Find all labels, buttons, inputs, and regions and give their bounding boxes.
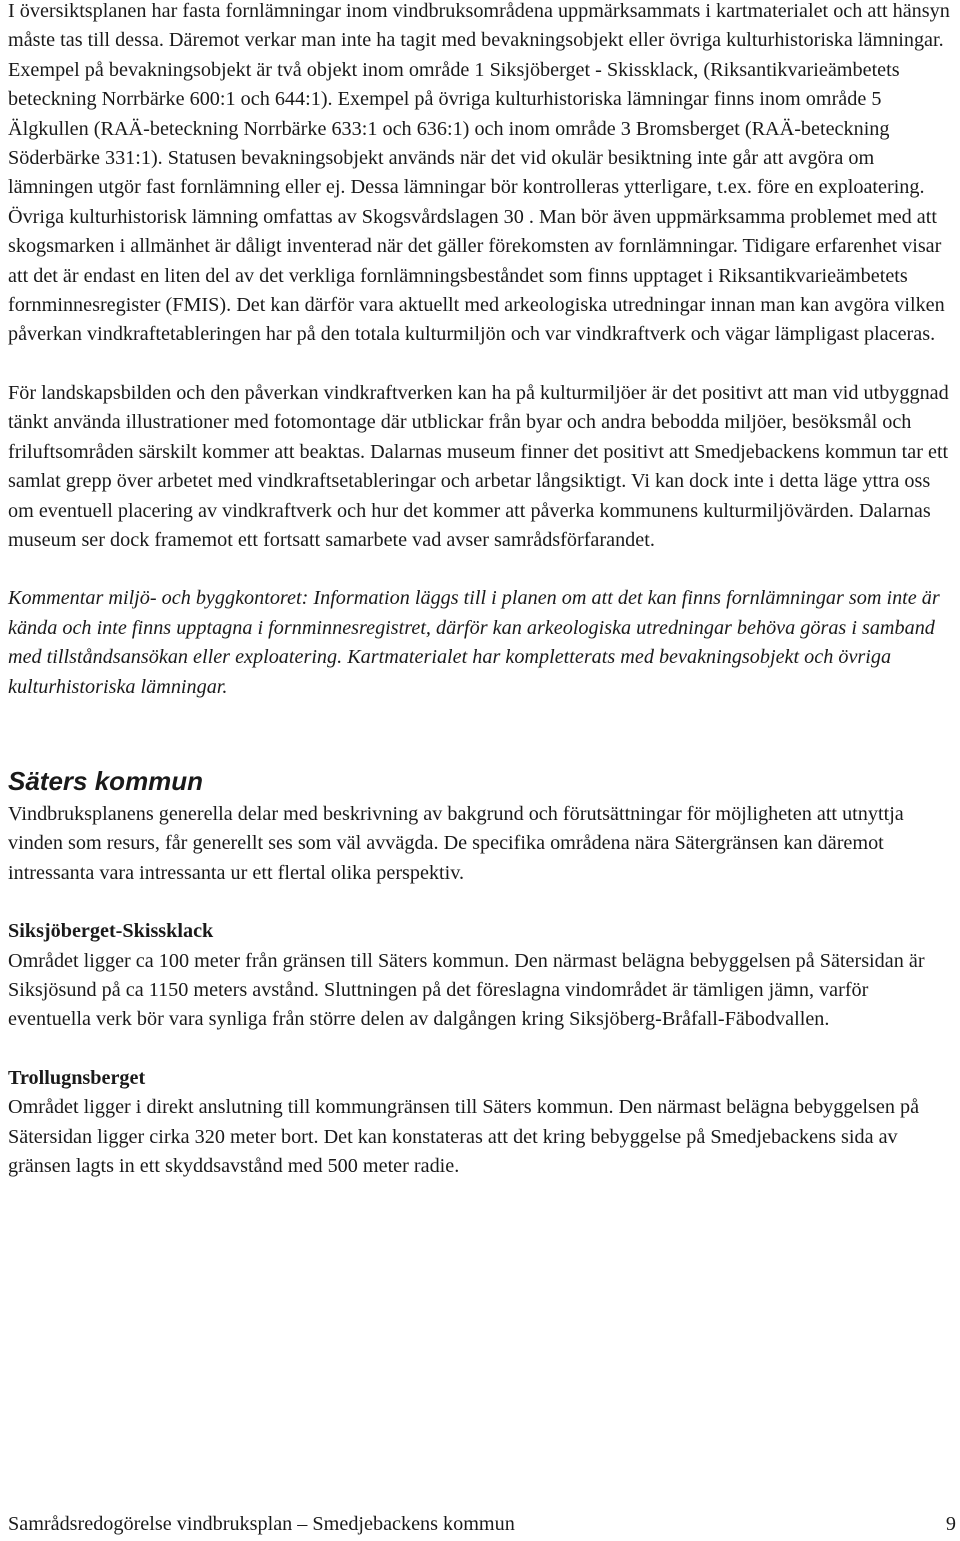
page-number: 9 bbox=[945, 1513, 956, 1535]
subsection-title-siksjoberget: Siksjöberget-Skissklack bbox=[8, 920, 214, 943]
subsection-text-trollugnsberget: Området ligger i direkt anslutning till kommungränsen till Säters kommun. Den närmast belägna bebyggelsen på Sätersidan ligger cirka 320 meter bort. Det kan konstateras att det kring bebyggelse på Smedjebackens sida av gränsen lagts in ett skyddsavstånd med 500 meter radie. bbox=[8, 1096, 920, 1177]
footer-title: Samrådsredogörelse vindbruksplan – Smedjebackens kommun bbox=[8, 1513, 515, 1535]
page-footer bbox=[8, 1510, 956, 1538]
subsection-title-trollugnsberget: Trollugnsberget bbox=[8, 1066, 146, 1089]
section-heading: Säters kommun bbox=[8, 765, 204, 796]
paragraph-landskapsbild: För landskapsbilden och den påverkan vindkraftverken kan ha på kulturmiljöer är det positivt att man vid utbyggnad tänkt använda illustrationer med fotomontage där utblickar från byar och andra bebodda miljöer, besöksmål och friluftsområden särskilt kommer att beaktas. Dalarnas museum finner det positivt att Smedjebackens kommun tar ett samlat grepp över arbetet med vindkraftsetableringar och arbetar långsiktigt. Vi kan dock inte i detta läge yttra oss om eventuell placering av vindkraftverk och hur det kommer att påverka kommunens kulturmiljövärden. Dalarnas museum ser dock framemot ett fortsatt samarbete vad avser samrådsförfarandet. bbox=[8, 381, 949, 551]
comment-paragraph: Kommentar miljö- och byggkontoret: Information läggs till i planen om att det kan finns fornlämningar som inte är kända och inte finns upptagna i fornminnesregistret, därför kan arkeologiska utredningar behöva göras i samband med tillståndsansökan eller exploatering. Kartmaterialet har kompletterats med bevakningsobjekt och övriga kulturhistoriska lämningar. bbox=[8, 587, 940, 698]
document-page bbox=[8, 0, 956, 1181]
subsection-text-siksjoberget: Området ligger ca 100 meter från gränsen till Säters kommun. Den närmast belägna bebyggelsen på Sätersidan är Siksjösund på ca 1150 meters avstånd. Sluttningen på det föreslagna vindområdet är tämligen jämn, varför eventuella verk bör vara synliga från större delen av dalgången kring Siksjöberg-Bråfall-Fäbodvallen. bbox=[8, 949, 925, 1031]
paragraph-fornlamningar: I översiktsplanen har fasta fornlämningar inom vindbruksområdena uppmärksammats i kartmaterialet och att hänsyn måste tas till dessa. Däremot verkar man inte ha tagit med bevakningsobjekt eller övriga kulturhistoriska lämningar. Exempel på bevakningsobjekt är två objekt inom område 1 Siksjöberget - Skissklack, (Riksantikvarieämbetets beteckning Norrbärke 600:1 och 644:1). Exempel på övriga kulturhistoriska lämningar finns inom område 5 Älgkullen (RAÄ-beteckning Norrbärke 633:1 och 636:1) och inom område 3 Bromsberget (RAÄ-beteckning Söderbärke 331:1). Statusen bevakningsobjekt används när det vid okulär besiktning inte går att avgöra om lämningen utgör fast fornlämning eller ej. Dessa lämningar bör kontrolleras ytterligare, t.ex. före en exploatering. Övriga kulturhistorisk lämning omfattas av Skogsvårdslagen 30 . Man bör även uppmärksamma problemet med att skogsmarken i allmänhet är dåligt inventerad när det gäller förekomsten av fornlämningar. Tidigare erfarenhet visar att det är endast en liten del av det verkliga fornlämningsbeståndet som finns upptaget i Riksantikvarieämbetets fornminnesregister (FMIS). Det kan därför vara aktuellt med arkeologiska utredningar innan man kan avgöra vilken påverkan vindkraftetableringen har på den totala kulturmiljön och var vindkraftverk och vägar lämpligast placeras. bbox=[8, 0, 950, 346]
section-intro: Vindbruksplanens generella delar med beskrivning av bakgrund och förutsättningar för möjligheten att utnyttja vinden som resurs, får generellt ses som väl avvägda. De specifika områdena nära Sätergränsen kan däremot intressanta vara intressanta ur ett flertal olika perspektiv. bbox=[8, 802, 904, 884]
